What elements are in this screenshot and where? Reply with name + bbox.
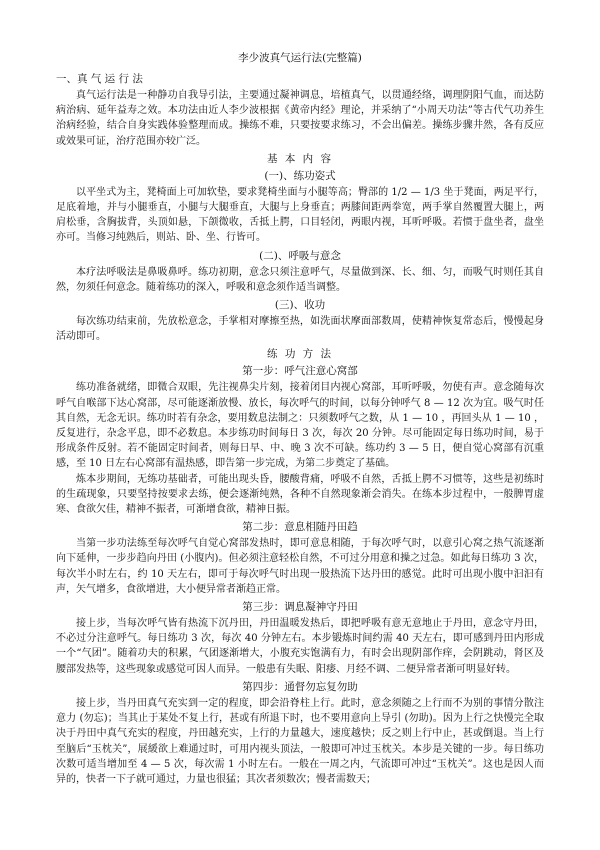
step4-paragraph: 接上步，当丹田真气充实到一定的程度，即会沿脊柱上行。此时，意念须随之上行而不为别的事情分散注意力 (勿忘)；当其止于某处不复上行，甚或有所退下时，也不要用意向上导引 (勿助)。因为上行之快慢完全取决于丹田中真气充实的程度，丹田越充实，上行的力量越大，速度越快；反之则上行中止，甚或倒退。当上行至脑后“玉枕关”，展緩欲上难通过时，可用内视头顶法，一般即可冲过玉枕关。本步是关键的一步。每日练功次数可适当增加至 4 — 5 次，每次需 1 小时左右。一般在一周之内，气流即可冲过“玉枕关”。这也是因人而异的，快者一下子就可通过，力量也很猛；其次者须数次；慢者需数天；	[56, 697, 544, 785]
step2-heading: 第二步：意息相随丹田趋	[242, 521, 358, 534]
closing-heading: (三)、收功	[274, 299, 326, 312]
step1-paragraph-1: 练功准备就绪，即微合双眼，先注视鼻尖片刻，接着闭目内视心窝部，耳听呼吸，勿使有声。意念随每次呼气自喉部下达心窝部，尽可能逐渐放慢、放长，每次呼气的时间，以每分钟呼气 8 — 12 次为宜。吸气时任其自然，无念无识。练功时若有杂念，要用数息法制之：只须数呼气之数，从 1 — 10 ，再回头从 1 — 10 ，反复进行，杂念平息，即不必数息。本步练功时间每日 3 次，每次 20 分钟。尽可能固定每日练功时间，易于形成条件反射。若不能固定时间者，则每日早、中、晚 3 次不可缺。练功约 3 — 5 日，便自觉心窝部有沉重感，至 10 日左右心窝部有温热感，即告第一步完成，为第二步奠定了基础。	[56, 382, 544, 470]
closing-paragraph: 每次练功结束前，先放松意念，手掌相对摩擦至热，如洗面状摩面部数周，使精神恢复常态后，慢慢起身活动即可。	[56, 316, 544, 343]
intro-paragraph: 真气运行法是一种静功自我导引法，主要通过凝神调息，培植真气，以贯通经络，调理阴阳气血，而达防病治病、延年益寿之效。本功法由近人李少波根据《黄帝内经》理论，并采纳了“小周天功法”等古代气功养生治病经验，结合自身实践体验整理而成。操练不难，只要按要求练习，不会出偏差。操练步骤井然，各有反应或效果可证，治疗范围亦较广泛。	[56, 90, 544, 147]
section-heading: 一、真 气 运 行 法	[56, 73, 143, 85]
step1-heading: 第一步：呼气注意心窝部	[242, 365, 358, 378]
method-heading: 练 功 方 法	[266, 348, 333, 361]
step4-heading: 第四步：通督勿忘复勿助	[242, 680, 358, 693]
posture-heading: (一)、练功姿式	[264, 169, 336, 182]
page-title: 李少波真气运行法(完整篇)	[238, 52, 362, 64]
posture-paragraph: 以平坐式为主，凳椅面上可加软垫，要求凳椅坐面与小腿等高；臀部的 1/2 — 1/3 坐于凳面，两足平行，足底着地，并与小腿垂直，小腿与大腿垂直，大腿与上身垂直；两膝间距两拳宽，两手掌自然覆置大腿上，两肩松垂，含胸拔背，头顶如悬，下颌微收，舌抵上腭，口目轻闭，两眼内视，耳听呼吸。若惯于盘坐者，盘坐亦可。当修习纯熟后，则站、卧、坐、行皆可。	[56, 186, 544, 244]
step3-paragraph: 接上步，当每次呼气皆有热流下沉丹田，丹田温暖发热后，即把呼吸有意无意地止于丹田，意念守丹田，不必过分注意呼气。每日练功 3 次，每次 40 分钟左右。本步锻炼时间约需 40 天左右，即可感到丹田内形成一个“气团”。随着功夫的积累，气团逐渐增大，小腹充实饱满有力，有时会出现阴部作痒，会阴跳动，肾区及腰部发热等，这些现象或感觉可因人而异。一般患有失眠、阳痿、月经不调、二便异常者渐可明显好转。	[56, 618, 544, 675]
step2-paragraph: 当第一步功法练至每次呼气自觉心窝部发热时，即可意息相随，于每次呼气时，以意引心窝之热气流逐渐向下延伸，一步步趋向丹田 (小腹内)。但必须注意轻松自然，不可过分用意和操之过急。如此每日练功 3 次，每次半小时左右，约 10 天左右，即可于每次呼气时出现一股热流下达丹田的感觉。此时可出现小腹中汩汩有声，矢气增多，食欲增进，大小便异常者渐趋正常。	[56, 538, 544, 595]
breath-heading: (二)、呼吸与意念	[259, 249, 341, 262]
breath-paragraph: 本疗法呼吸法是鼻吸鼻呼。练功初期，意念只须注意呼气，尽量做到深、长、细、匀，而吸气时则任其自然，勿须任何意念。随着练功的深入，呼吸和意念须作适当调整。	[56, 266, 544, 293]
step3-heading: 第三步：调息凝神守丹田	[242, 601, 358, 614]
basics-heading: 基 本 内 容	[266, 152, 333, 165]
step1-paragraph-2: 炼本步期间，无练功基础者，可能出现头昏，腰酸背痛，呼吸不自然，舌抵上腭不习惯等，这些是初练时的生疏现象，只要坚持按要求去练，便会逐渐纯熟，各种不自然现象渐会消失。在练本步过程中，一般脾胃虚寒、食欲欠佳，精神不振者，可渐增食欲，精神日振。	[56, 473, 544, 516]
